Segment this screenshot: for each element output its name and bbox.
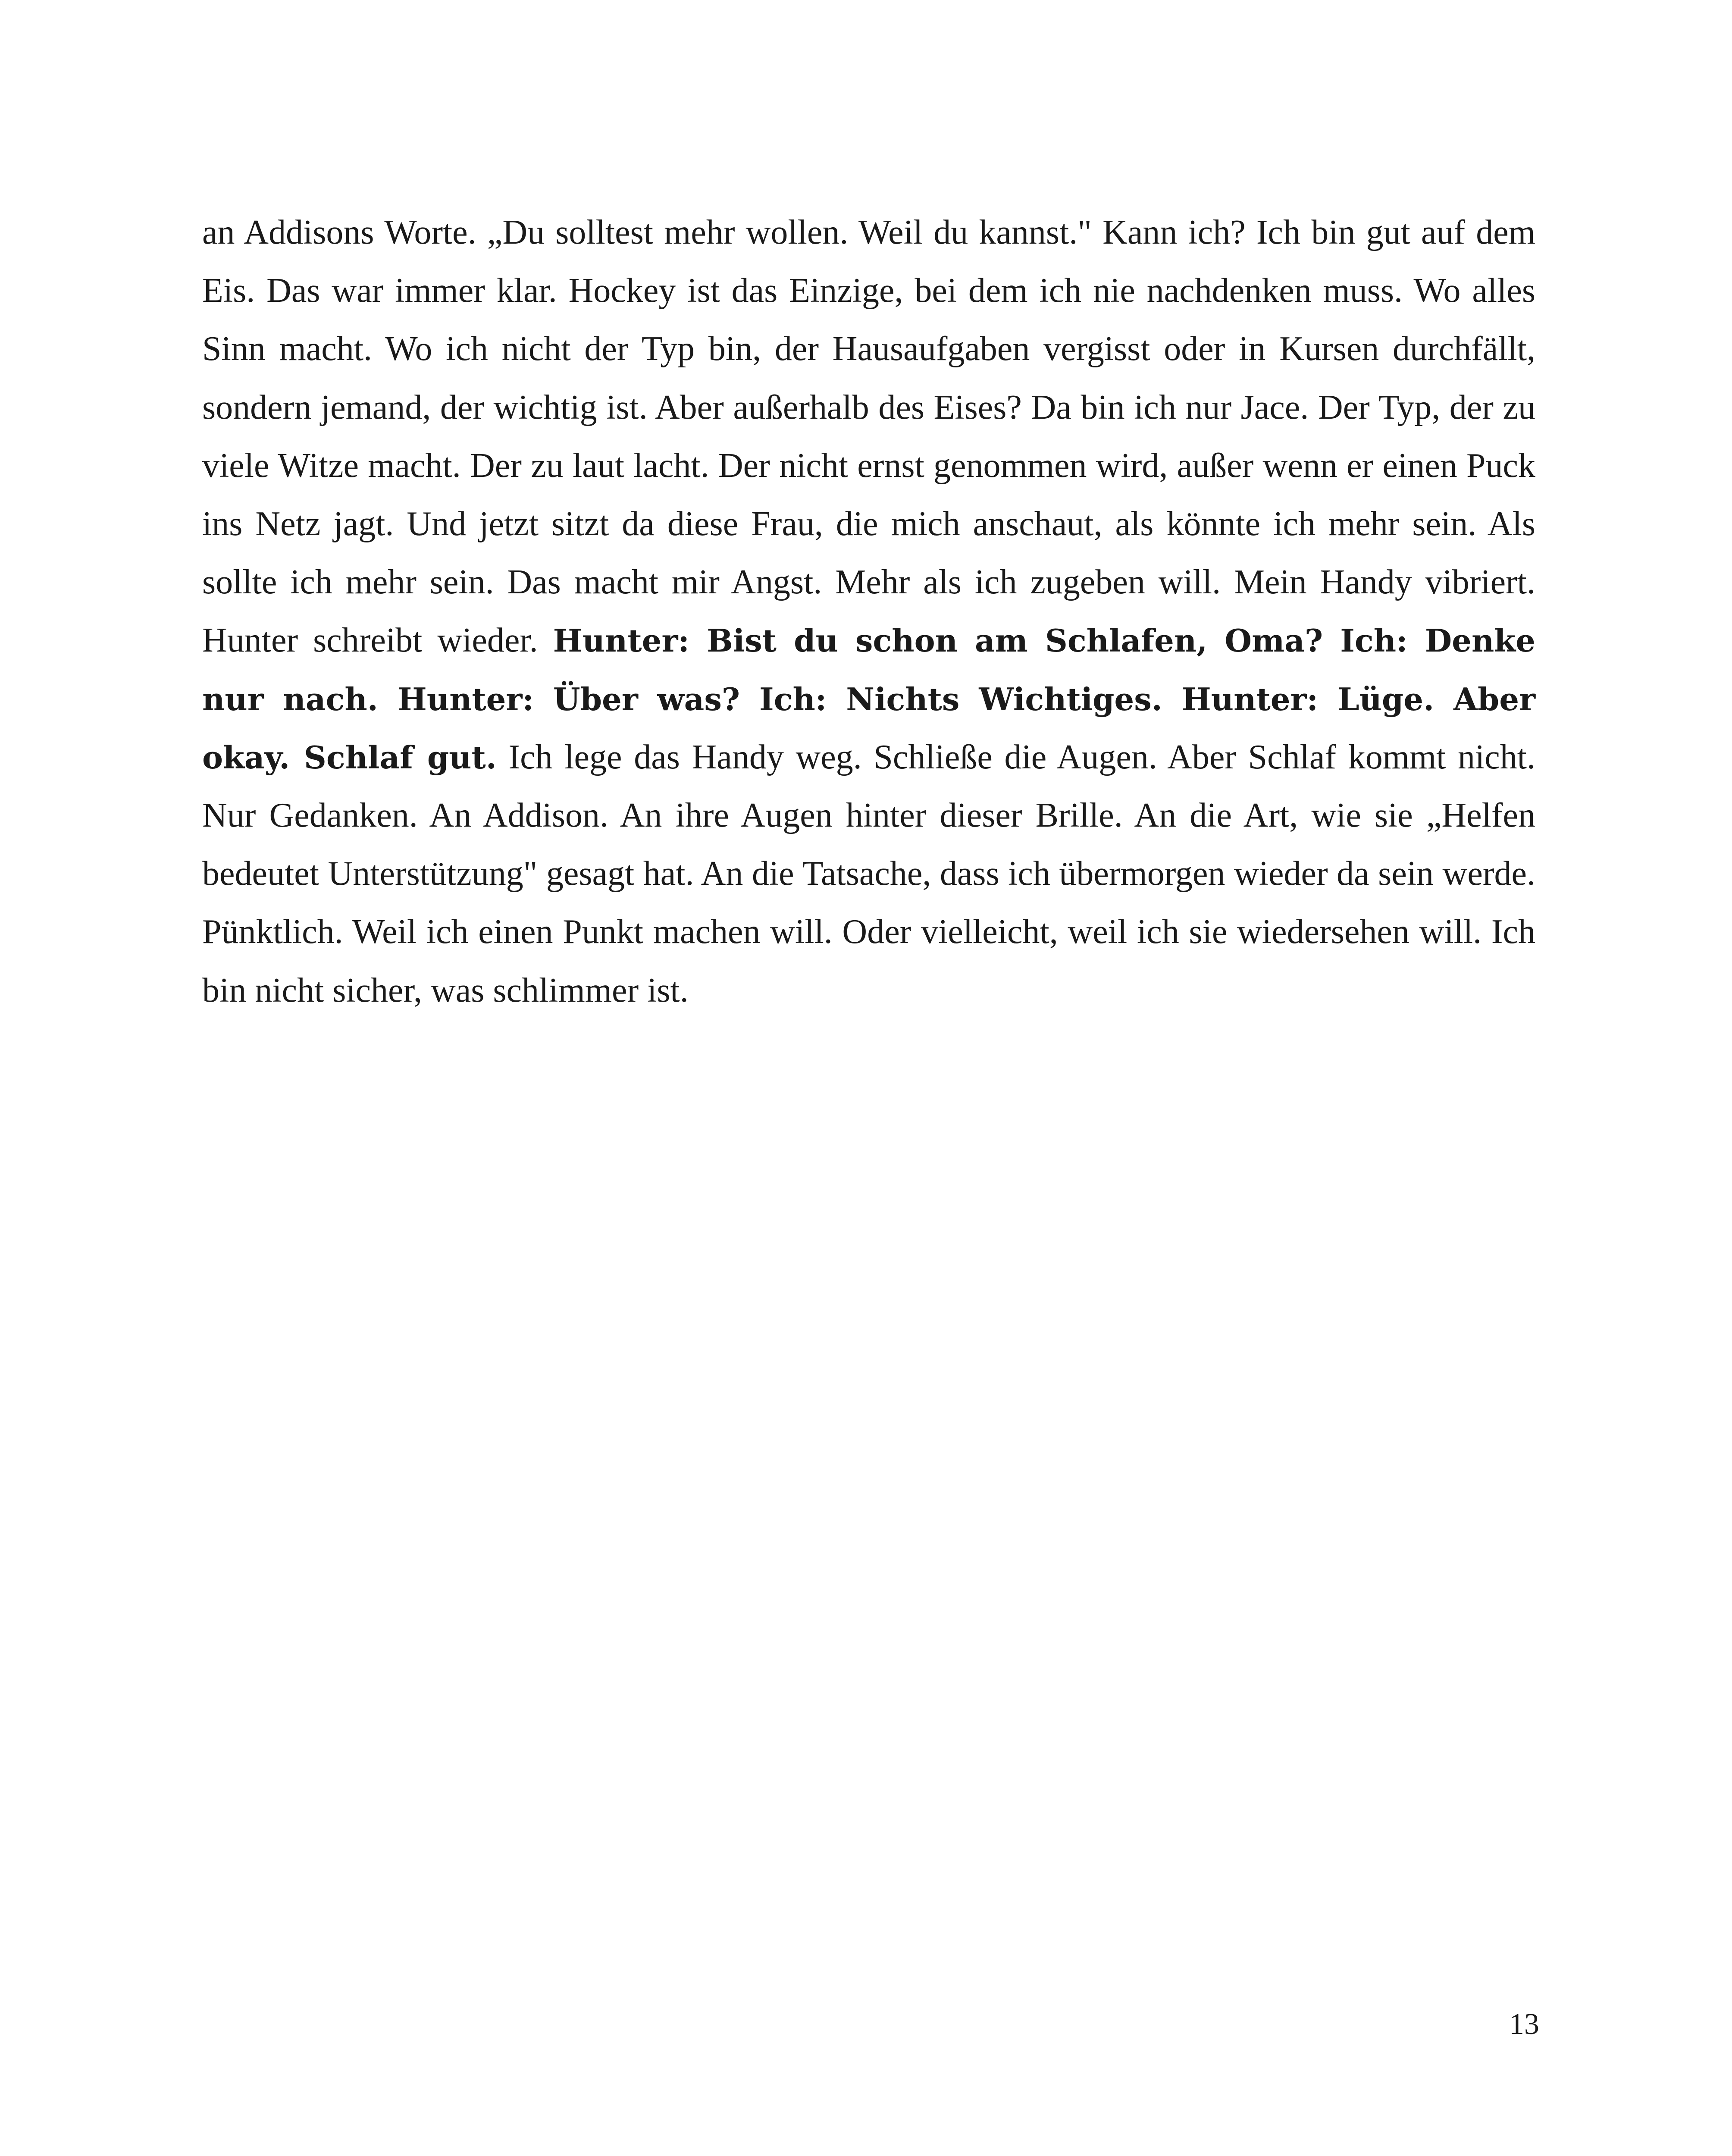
body-paragraph [202, 204, 1535, 1020]
paragraph-text-part2: Ich lege das Handy weg. Schließe die Augen. Aber Schlaf kommt nicht. Nur Gedanken. An Addison. An ihre Augen hinter dieser Brille. An die Art, wie sie „Helfen bedeutet Unterstützung" gesagt hat. An die Tatsache, dass ich übermorgen wieder da sein werde. Pünktlich. Weil ich einen Punkt machen will. Oder vielleicht, weil ich sie wiedersehen will. Ich bin nicht sicher, was schlimmer ist. [202, 738, 1535, 1009]
page-number: 13 [1509, 2008, 1539, 2041]
chat-messages-bold: Hunter: Bist du schon am Schlafen, Oma? Ich: Denke nur nach. Hunter: Über was? Ich: Nichts Wichtiges. Hunter: Lüge. Aber okay. Schlaf gut. [202, 622, 1536, 776]
paragraph-text-part1: an Addisons Worte. „Du solltest mehr wollen. Weil du kannst." Kann ich? Ich bin gut auf dem Eis. Das war immer klar. Hockey ist das Einzige, bei dem ich nie nachdenken muss. Wo alles Sinn macht. Wo ich nicht der Typ bin, der Hausaufgaben vergisst oder in Kursen durchfällt, sondern jemand, der wichtig ist. Aber außerhalb des Eises? Da bin ich nur Jace. Der Typ, der zu viele Witze macht. Der zu laut lacht. Der nicht ernst genommen wird, außer wenn er einen Puck ins Netz jagt. Und jetzt sitzt da diese Frau, die mich anschaut, als könnte ich mehr sein. Als sollte ich mehr sein. Das macht mir Angst. Mehr als ich zugeben will. Mein Handy vibriert. Hunter schreibt wieder. [202, 213, 1535, 660]
